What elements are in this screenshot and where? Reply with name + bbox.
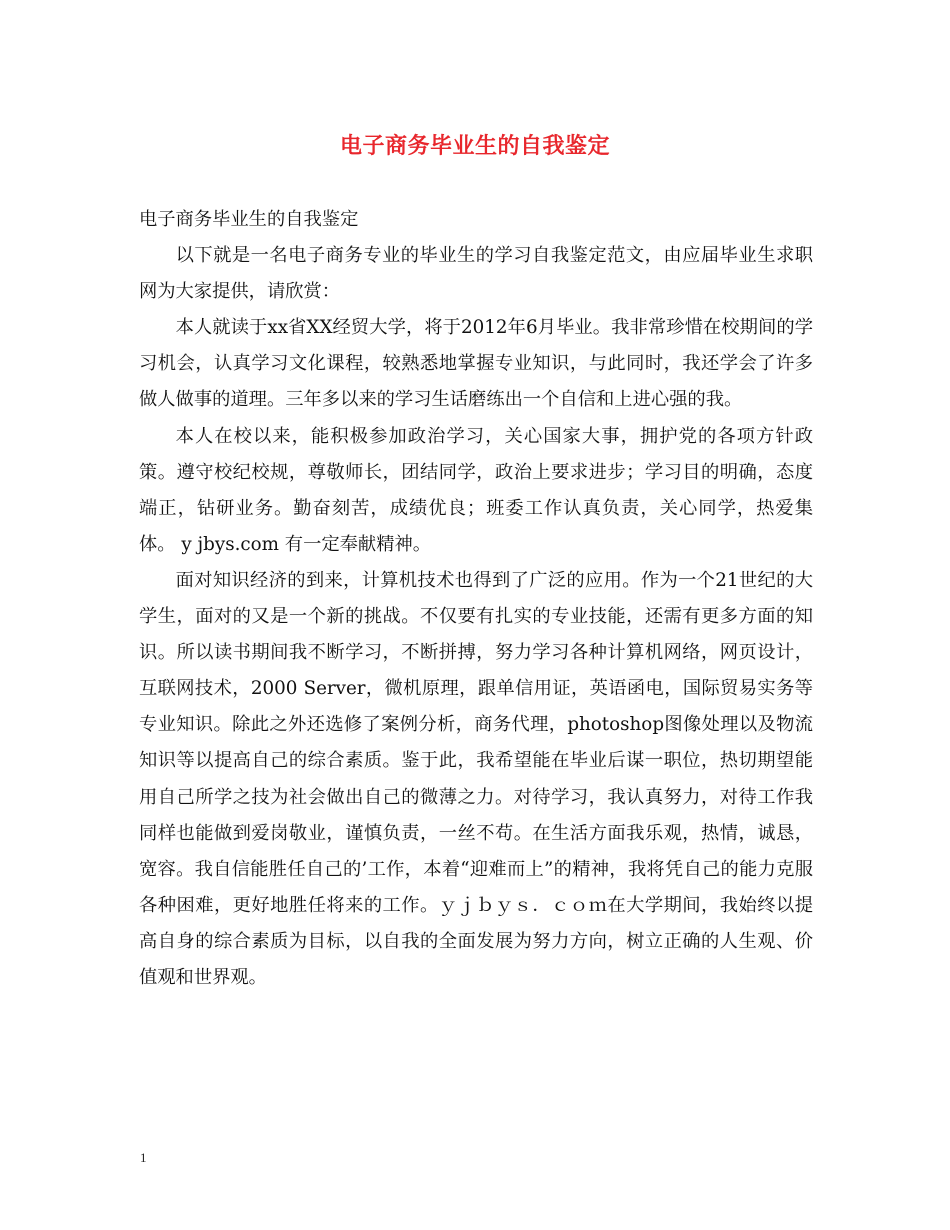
page-number: 1: [140, 1150, 147, 1165]
body-heading: 电子商务毕业生的自我鉴定: [139, 209, 359, 230]
document-title: 电子商务毕业生的自我鉴定: [339, 134, 610, 159]
skills-paragraph: 面对知识经济的到来，计算机技术也得到了广泛的应用。作为一个21世纪的大学生，面对的又是一个新的挑战。不仅要有扎实的专业技能，还需有更多方面的知识。所以读书期间我不断学习，不断拼搏，努力学习各种计算机网络，网页设计，互联网技术，2000 Server，微机原理，跟单信用证，英语函电，国际贸易实务等专业知识。除此之外还选修了案例分析，商务代理，photoshop图像处理以及物流知识等以提高自己的综合素质。鉴于此，我希望能在毕业后谋一职位，热切期望能用自己所学之技为社会做出自己的微薄之力。对待学习，我认真努力，对待工作我同样也能做到爱岗敬业，谨慎负责，一丝不苟。在生活方面我乐观，热情，诚恳，宽容。我自信能胜任自己的’工作，本着“迎难而上”的精神，我将凭自己的能力克服各种困难，更好地胜任将来的工作。ｙｊｂｙｓ．ｃｏｍ在大学期间，我始终以提高自身的综合素质为目标，以自我的全面发展为努力方向，树立正确的人生观、价值观和世界观。: [139, 569, 813, 988]
conduct-paragraph: 本人在校以来，能积极参加政治学习，关心国家大事，拥护党的各项方针政策。遵守校纪校规，尊敬师长，团结同学，政治上要求进步；学习目的明确，态度端正，钻研业务。勤奋刻苦，成绩优良；班委工作认真负责，关心同学，热爱集体。 y jbys.com 有一定奉献精神。: [139, 425, 813, 555]
intro-paragraph: 以下就是一名电子商务专业的毕业生的学习自我鉴定范文，由应届毕业生求职网为大家提供，请欣赏：: [139, 245, 813, 303]
document-body: [139, 202, 813, 996]
education-paragraph: 本人就读于xx省XX经贸大学，将于2012年6月毕业。我非常珍惜在校期间的学习机会，认真学习文化课程，较熟悉地掌握专业知识，与此同时，我还学会了许多做人做事的道理。三年多以来的学习生话磨练出一个自信和上进心强的我。: [139, 317, 813, 411]
